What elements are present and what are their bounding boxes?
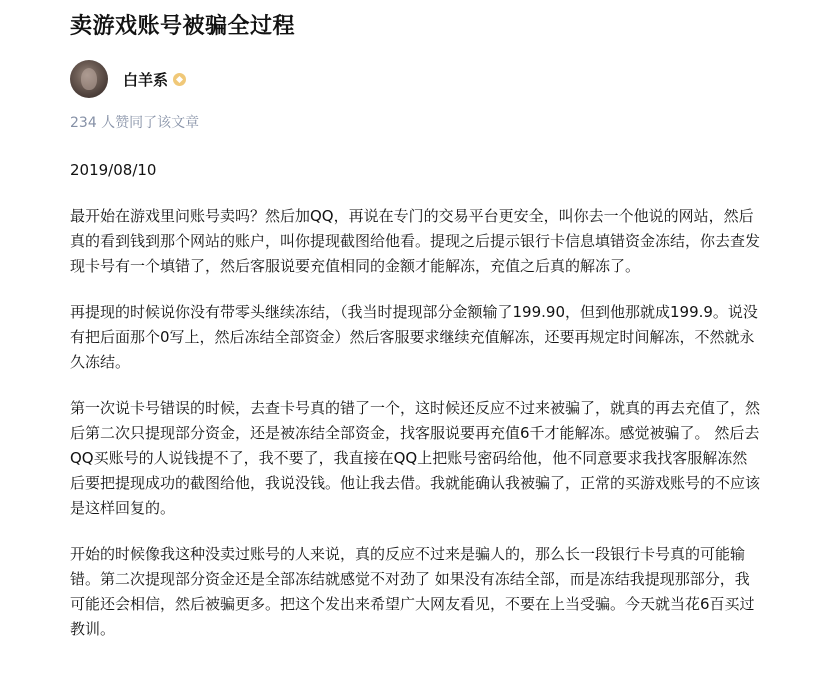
author-info xyxy=(70,60,186,98)
paragraph: 最开始在游戏里问账号卖吗？然后加QQ，再说在专门的交易平台更安全，叫你去一个他说的网站，然后真的看到钱到那个网站的账户，叫你提现截图给他看。提现之后提示银行卡信息填错资金冻结，你去查发现卡号有一个填错了，然后客服说要充值相同的金额才能解冻，充值之后真的解冻了。 xyxy=(70,207,761,275)
article-body xyxy=(70,158,760,663)
avatar[interactable] xyxy=(70,60,108,98)
paragraph: 第一次说卡号错误的时候，去查卡号真的错了一个，这时候还反应不过来被骗了，就真的再去充值了，然后第二次只提现部分资金，还是被冻结全部资金，找客服说要再充值6千才能解冻。感觉被骗了。 然后去QQ买账号的人说钱提不了，我不要了，我直接在QQ上把账号密码给他，他不同意要求我找客服解冻然后要把提现成功的截图给他，我说没钱。他让我去借。我就能确认我被骗了，正常的买游戏账号的不应该是这样回复的。 xyxy=(70,399,761,517)
author-name[interactable]: 白羊系 xyxy=(123,70,169,89)
paragraph: 再提现的时候说你没有带零头继续冻结，（我当时提现部分金额输了199.90，但到他那就成199.9。说没有把后面那个0写上，然后冻结全部资金）然后客服要求继续充值解冻，还要再规定时间解冻，不然就永久冻结。 xyxy=(70,303,758,371)
likes-count: 234 人赞同了该文章 xyxy=(70,115,200,131)
gold-badge-icon[interactable] xyxy=(173,73,186,86)
article-title: 卖游戏账号被骗全过程 xyxy=(70,14,296,39)
publish-date: 2019/08/10 xyxy=(70,161,157,179)
paragraph: 开始的时候像我这种没卖过账号的人来说，真的反应不过来是骗人的，那么长一段银行卡号真的可能输错。第二次提现部分资金还是全部冻结就感觉不对劲了 如果没有冻结全部，而是冻结我提现那部分，我可能还会相信，然后被骗更多。把这个发出来希望广大网友看见，不要在上当受骗。今天就当花6百买过教训。 xyxy=(70,545,755,638)
